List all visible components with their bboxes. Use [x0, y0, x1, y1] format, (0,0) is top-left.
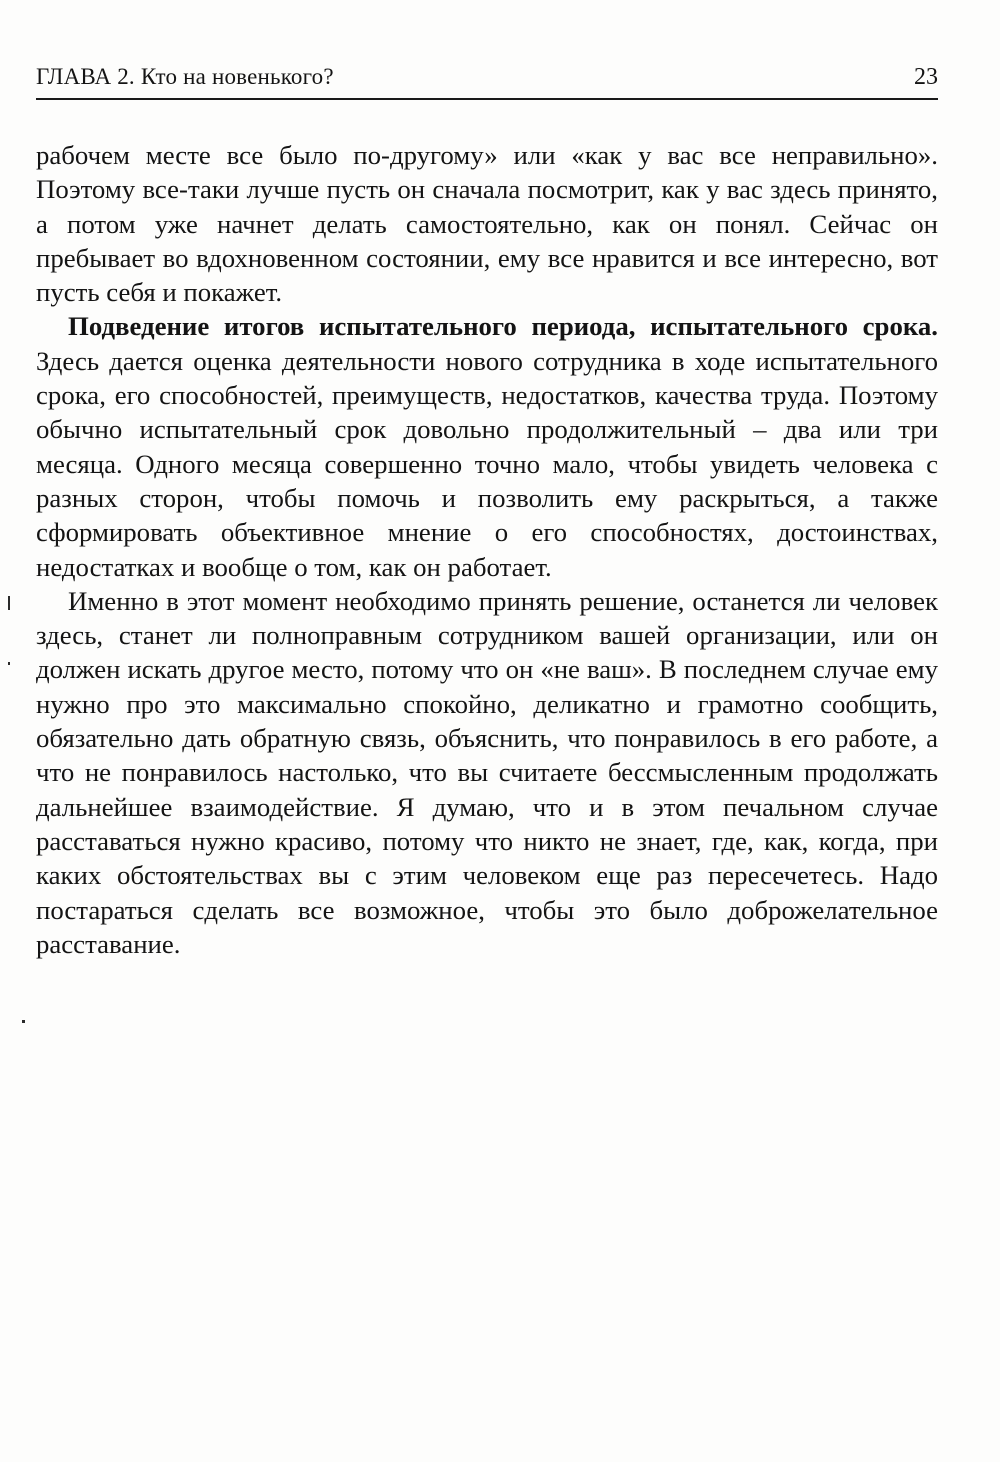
- chapter-title: ГЛАВА 2. Кто на новенького?: [36, 64, 334, 89]
- paragraph-decision: [36, 584, 938, 961]
- scan-mark: [22, 1020, 25, 1023]
- paragraph-text: Именно в этот момент необходимо принять решение, останется ли человек здесь, станет ли полноправным сотрудником вашей организации, или он должен искать другое место, потому что он «не ваш». В последнем случае ему нужно про это максимально спокойно, деликатно и грамотно сообщить, обязательно дать обратную связь, объяснить, что понравилось в его работе, а что не понравилось настолько, что вы считаете бессмысленным продолжать дальнейшее взаимодействие. Я думаю, что и в этом печальном случае расставаться нужно красиво, потому что никто не знает, где, как, когда, при каких обстоятельствах вы с этим человеком еще раз пересечетесь. Надо постараться сделать все возможное, чтобы это было доброжелательное расставание.: [36, 585, 938, 959]
- paragraph-probation-summary: [36, 309, 938, 583]
- scan-mark: [8, 596, 10, 610]
- scan-mark: [8, 662, 10, 665]
- body-text: [36, 138, 938, 961]
- running-header: [36, 60, 938, 100]
- paragraph-text: Здесь дается оценка деятельности нового сотрудника в ходе испытательного срока, его способностей, преимуществ, недостатков, качества труда. Поэтому обычно испытательный срок довольно продолжительный – два или три месяца. Одного месяца совершенно точно мало, чтобы увидеть человека с разных сторон, чтобы помочь и позволить ему раскрыться, а также сформировать объективное мнение о его способностях, достоинствах, недостатках и вообще о том, как он работает.: [36, 345, 938, 582]
- page-number: 23: [914, 64, 938, 90]
- paragraph-bold-heading: Подведение итогов испытательного периода, испытательного срока.: [68, 311, 938, 342]
- paragraph-text: рабочем месте все было по-другому» или «как у вас все неправильно». Поэтому все-таки лучше пусть он сначала посмотрит, как у вас здесь принято, а потом уже начнет делать самостоятельно, как он понял. Сейчас он пребывает во вдохновенном состоянии, ему все нравится и все интересно, вот пусть себя и покажет.: [36, 140, 938, 308]
- paragraph-continued: [36, 138, 938, 309]
